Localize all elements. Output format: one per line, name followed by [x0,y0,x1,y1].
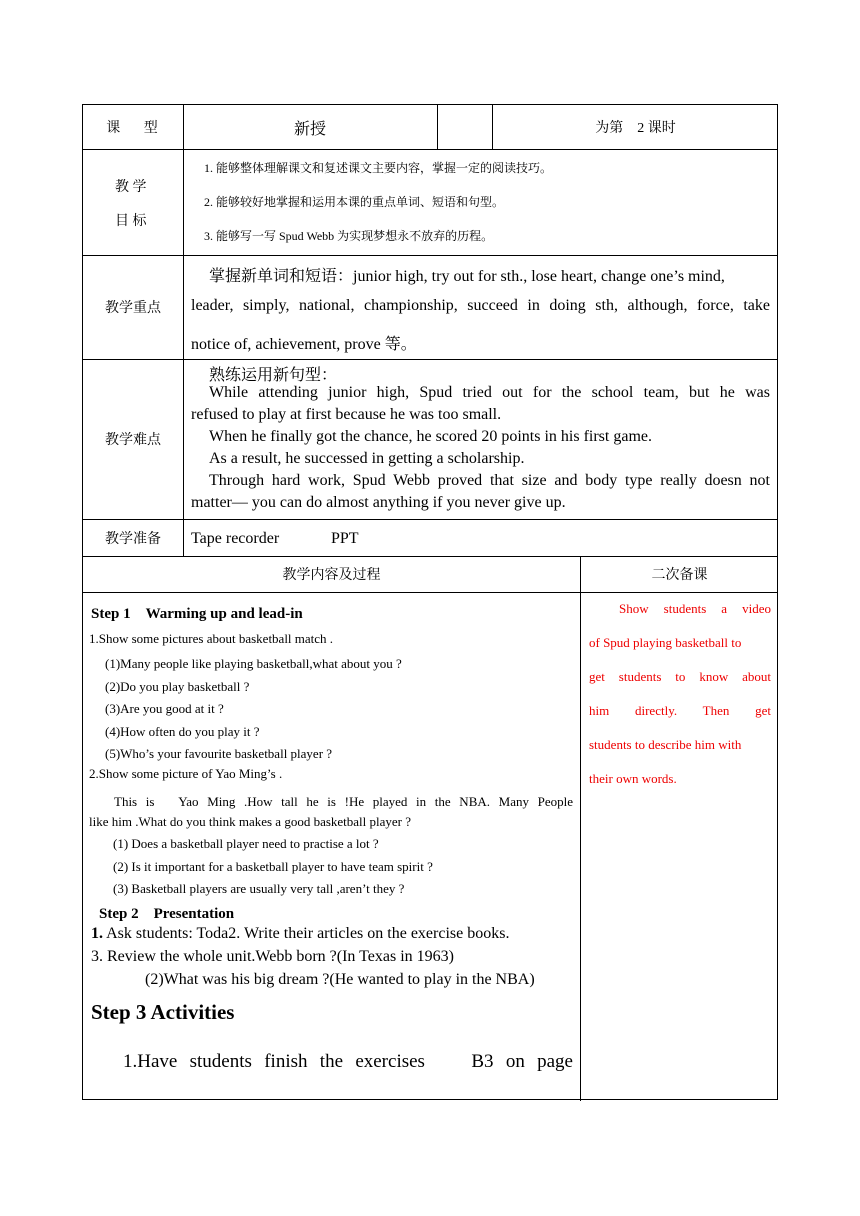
step1-item-1: 1.Show some pictures about basketball match . [89,631,334,646]
yao-text-a: This is Yao Ming .How tall he is !He played in the NBA. Many People [114,794,573,809]
note-line-2: of Spud playing basketball to [589,635,742,650]
notes-header: 二次备课 [651,568,708,583]
step3-item-1: 1.Have students finish the exercises B3 on page [123,1051,573,1072]
difficulties-intro: 熟练运用新句型： [209,367,338,384]
difficulty-sentence-1a: While attending junior high, Spud tried out for the school team, but he was [209,384,770,401]
question-3: (3)Are you good at it ? [105,701,224,716]
note-line-1: Show students a video [619,601,771,616]
question-2: (2)Do you play basketball ? [105,679,250,694]
difficulties-label: 教学难点 [105,433,161,448]
step1-title: Step 1 Warming up and lead-in [91,606,303,622]
difficulty-sentence-2: When he finally got the chance, he scored 20 points in his first game. [209,428,652,445]
preparation-item-1: Tape recorder [191,530,280,547]
yao-text-b: like him .What do you think makes a good basketball player ? [89,814,412,829]
note-line-4: him directly. Then get [589,703,771,718]
note-line-3: get students to know about [589,669,771,684]
key-points-line3: notice of, achievement, prove 等。 [191,336,417,353]
step2-item-1-number: 1. [91,925,103,942]
step2-item-1-text: Ask students: Toda2. Write their articles on the exercise books. [103,925,510,942]
lesson-number: 为第 2 课时 [595,121,676,136]
row-divider [83,359,777,360]
step1-item-2: 2.Show some picture of Yao Ming’s . [89,766,283,781]
key-points-label: 教学重点 [105,301,161,316]
preparation-label: 教学准备 [105,531,161,547]
row-divider [83,519,777,520]
process-header: 教学内容及过程 [282,568,381,583]
yao-question-3: (3) Basketball players are usually very tall ,aren’t they ? [113,881,405,896]
preparation-item-2: PPT [331,530,359,547]
lesson-type-value: 新授 [293,120,326,138]
goals-label [83,149,183,255]
note-line-5: students to describe him with [589,737,742,752]
goal-item-2: 2. 能够较好地掌握和运用本课的重点单词、短语和句型。 [204,195,505,209]
step3-title: Step 3 Activities [91,1000,235,1024]
goals-label-line2: 目 标 [115,214,147,229]
col-divider [183,105,184,556]
col-divider [580,556,581,1101]
difficulty-sentence-1b: refused to play at first because he was too small. [191,406,502,423]
difficulty-sentence-4b: matter— you can do almost anything if you never give up. [191,494,566,511]
step2-item-4: (2)What was his big dream ?(He wanted to play in the NBA) [145,971,535,988]
question-4: (4)How often do you play it ? [105,724,260,739]
key-points-line1: 掌握新单词和短语：junior high, try out for sth., lose heart, change one’s mind, [209,268,725,285]
goal-item-1: 1. 能够整体理解课文和复述课文主要内容，掌握一定的阅读技巧。 [204,161,553,175]
lesson-plan-table [82,104,778,1100]
yao-question-1: (1) Does a basketball player need to practise a lot ? [113,836,379,851]
yao-question-2: (2) Is it important for a basketball player to have team spirit ? [113,859,433,874]
col-divider [437,105,438,149]
step2-item-1 [91,925,509,943]
row-divider [83,592,777,593]
step2-title: Step 2 Presentation [99,906,235,922]
question-5: (5)Who’s your favourite basketball player ? [105,746,333,761]
row-divider [83,255,777,256]
key-points-line2: leader, simply, national, championship, succeed in doing sth, although, force, take [191,297,770,314]
lesson-type-label: 课 型 [106,121,160,136]
note-line-6: their own words. [589,771,677,786]
row-divider [83,149,777,150]
goals-label-line1: 教 学 [115,180,147,195]
question-1: (1)Many people like playing basketball,what about you ? [105,656,402,671]
difficulty-sentence-3: As a result, he successed in getting a scholarship. [209,450,525,467]
step2-item-3: 3. Review the whole unit.Webb born ?(In Texas in 1963) [91,948,454,965]
goal-item-3: 3. 能够写一写 Spud Webb 为实现梦想永不放弃的历程。 [204,229,494,243]
difficulty-sentence-4a: Through hard work, Spud Webb proved that size and body type really doesn not [209,472,770,489]
